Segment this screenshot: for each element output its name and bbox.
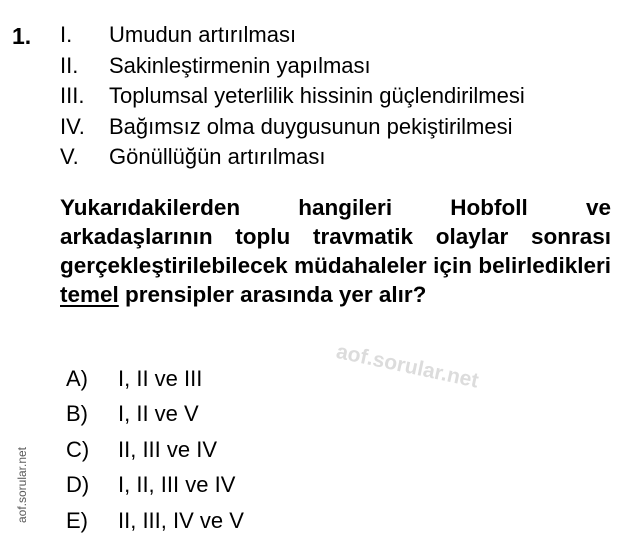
option-letter: A) [66, 365, 88, 391]
statement-numeral: IV. [60, 113, 85, 139]
option-text: I, II ve V [118, 401, 199, 427]
question-number: 1. [12, 23, 32, 49]
answer-option-d[interactable] [66, 468, 244, 504]
statement-numeral: V. [60, 144, 79, 170]
option-text: I, II, III ve IV [118, 472, 236, 498]
statement-text: Gönüllüğün artırılması [109, 144, 326, 170]
answer-options [66, 361, 244, 539]
center-watermark: aof.sorular.net [334, 340, 481, 393]
option-letter: E) [66, 507, 88, 533]
statement-item [60, 142, 525, 173]
statement-list [60, 20, 525, 173]
option-text: I, II ve III [118, 365, 203, 391]
option-letter: D) [66, 472, 90, 498]
answer-option-b[interactable] [66, 397, 244, 433]
question-stem-before: Yukarıdakilerden hangileri Hobfoll ve arkadaşlarının toplu travmatik olaylar sonrası gerçekleştirilebilecek müdahaleler için belirledikleri [60, 195, 611, 278]
option-text: II, III ve IV [118, 436, 218, 462]
statement-item [60, 81, 525, 112]
option-letter: B) [66, 401, 88, 427]
answer-option-a[interactable] [66, 361, 244, 397]
statement-text: Bağımsız olma duygusunun pekiştirilmesi [109, 113, 513, 139]
statement-text: Sakinleştirmenin yapılması [109, 52, 371, 78]
statement-text: Umudun artırılması [109, 22, 297, 48]
statement-numeral: II. [60, 52, 79, 78]
statement-text: Toplumsal yeterlilik hissinin güçlendirilmesi [109, 83, 525, 109]
option-text: II, III, IV ve V [118, 507, 244, 533]
question-stem [60, 193, 611, 309]
question-stem-emphasis: temel [60, 282, 119, 307]
statement-item [60, 112, 525, 143]
option-letter: C) [66, 436, 90, 462]
statement-numeral: III. [60, 83, 85, 109]
statement-item [60, 51, 525, 82]
answer-option-c[interactable] [66, 432, 244, 468]
statement-numeral: I. [60, 22, 73, 48]
side-watermark: aof.sorular.net [15, 446, 29, 524]
question-stem-after: prensipler arasında yer alır? [118, 282, 427, 307]
answer-option-e[interactable] [66, 503, 244, 539]
statement-item [60, 20, 525, 51]
